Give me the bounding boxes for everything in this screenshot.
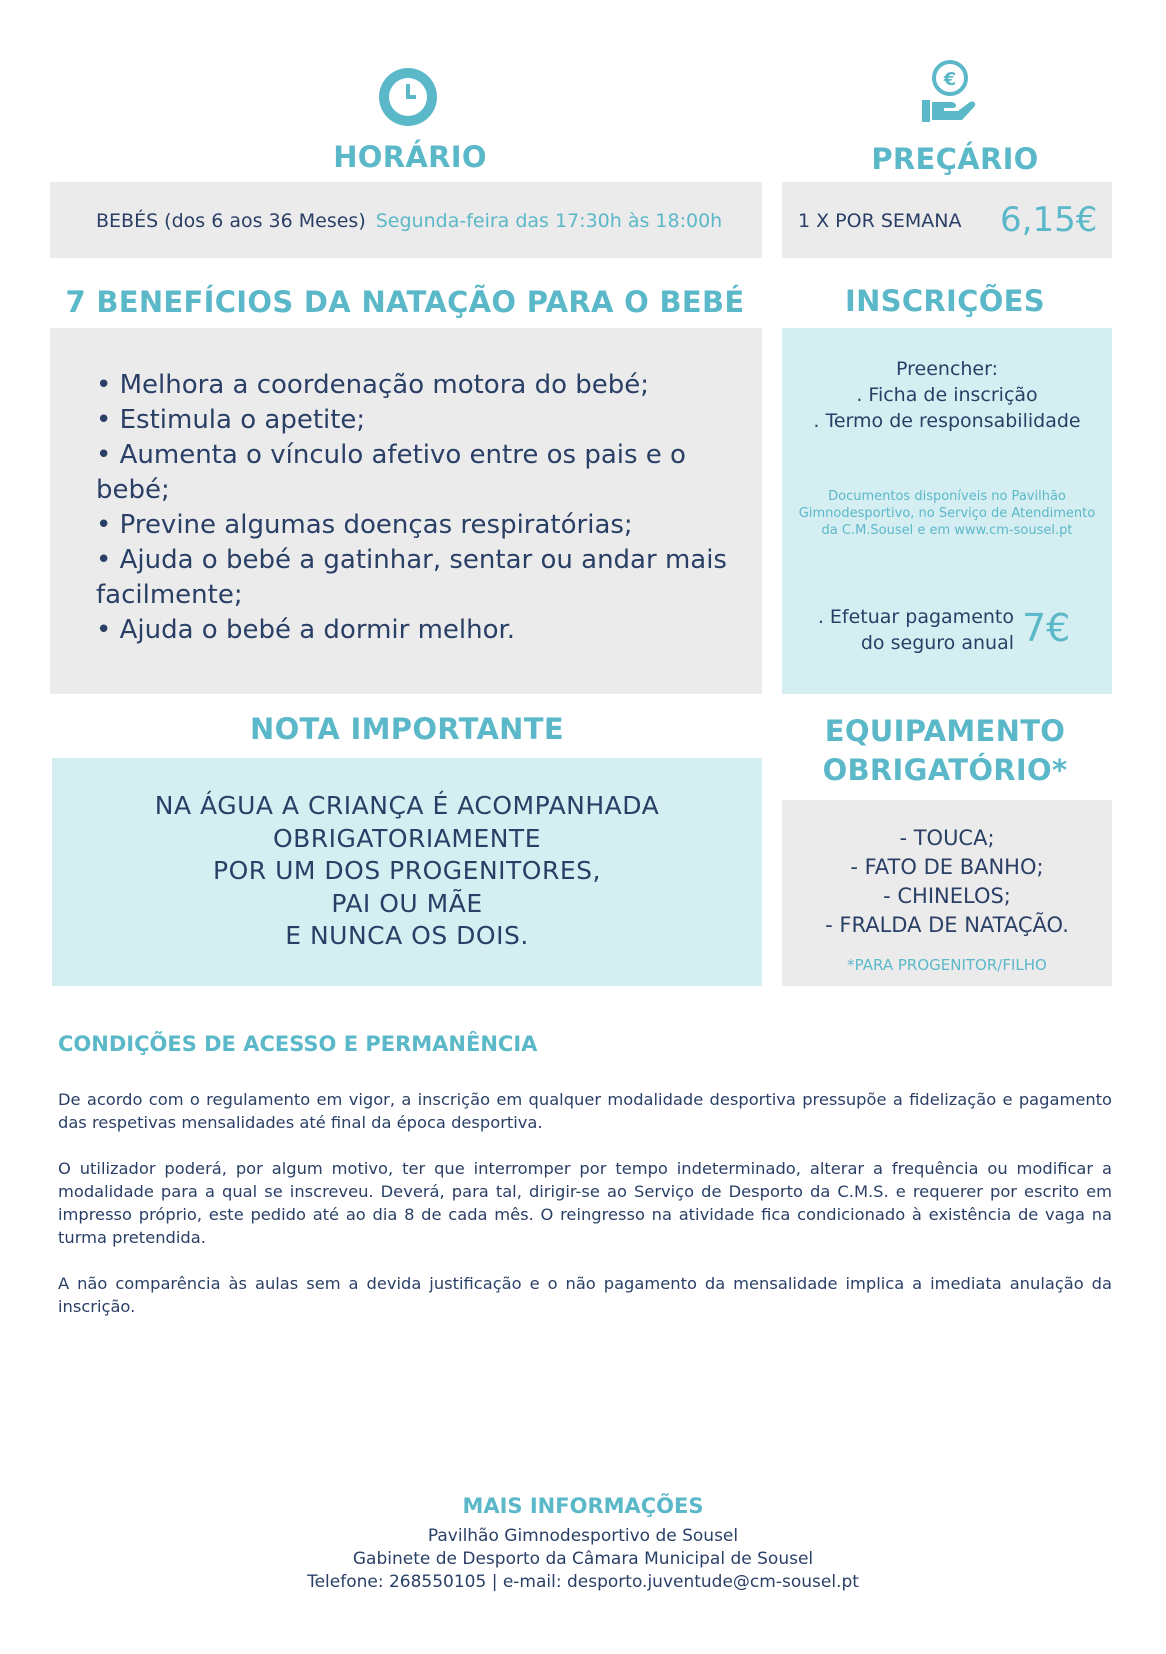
equipamento-note: *PARA PROGENITOR/FILHO (847, 956, 1047, 974)
horario-heading: HORÁRIO (333, 140, 487, 174)
list-item: - FATO DE BANHO; (850, 855, 1044, 879)
footer-contact (0, 1525, 1166, 1594)
precario-price: 6,15€ (1000, 200, 1098, 240)
footer-line: Telefone: 268550105 | e-mail: desporto.juventude@cm-sousel.pt (307, 1572, 859, 1592)
nota-line: OBRIGATORIAMENTE (272, 823, 542, 853)
payment-line-1: . Efetuar pagamento (817, 606, 1014, 628)
inscricoes-form-2: . Termo de responsabilidade (813, 410, 1081, 432)
inscricoes-docs-note: Documentos disponíveis no Pavilhão Gimnodesportivo, no Serviço de Atendimento da C.M.Sousel e em www.cm-sousel.pt (798, 489, 1096, 538)
list-item: - CHINELOS; (883, 884, 1011, 908)
inscricoes-payment-price: 7€ (1022, 606, 1071, 650)
nota-line: POR UM DOS PROGENITORES, (213, 856, 601, 885)
condicoes-paragraph: De acordo com o regulamento em vigor, a inscrição em qualquer modalidade desportiva pressupõe a fidelização e pagamento das respetivas mensalidades até final da época desportiva. (58, 1090, 1112, 1132)
condicoes-heading: CONDIÇÕES DE ACESSO E PERMANÊNCIA (58, 1032, 538, 1056)
nota-line: NA ÁGUA A CRIANÇA É ACOMPANHADA (154, 791, 660, 820)
list-item: - FRALDA DE NATAÇÃO. (825, 913, 1069, 937)
list-item: • Previne algumas doenças respiratórias; (96, 510, 633, 540)
list-item: - TOUCA; (899, 826, 995, 850)
nota-heading: NOTA IMPORTANTE (250, 712, 564, 746)
equipamento-title-line-1: EQUIPAMENTO (824, 714, 1066, 748)
list-item: • Aumenta o vínculo afetivo entre os pais e o bebé; (96, 440, 686, 505)
horario-group: BEBÉS (dos 6 aos 36 Meses) (96, 210, 366, 232)
inscricoes-steps (782, 356, 1112, 434)
condicoes-paragraph: A não comparência às aulas sem a devida justificação e o não pagamento da mensalidade implica a imediata anulação da inscrição. (58, 1274, 1112, 1316)
svg-text:€: € (943, 69, 957, 90)
nota-line: E NUNCA OS DOIS. (285, 921, 529, 950)
precario-heading: PREÇÁRIO (871, 142, 1039, 176)
equipamento-title-line-2: OBRIGATÓRIO* (822, 753, 1068, 787)
euro-hand-icon (920, 60, 978, 126)
nota-line: PAI OU MÃE (331, 888, 483, 918)
condicoes-body (58, 1088, 1112, 1341)
clock-icon (378, 67, 438, 127)
beneficios-heading: 7 BENEFÍCIOS DA NATAÇÃO PARA O BEBÉ (65, 285, 745, 319)
precario-frequency: 1 X POR SEMANA (798, 210, 962, 232)
equipamento-list (782, 824, 1112, 940)
nota-text (52, 790, 762, 953)
inscricoes-payment (790, 604, 1014, 656)
inscricoes-fill-label: Preencher: (896, 358, 998, 380)
inscricoes-heading: INSCRIÇÕES (845, 284, 1045, 318)
inscricoes-form-1: . Ficha de inscrição (856, 384, 1038, 406)
list-item: • Melhora a coordenação motora do bebé; (96, 370, 650, 400)
footer-line: Gabinete de Desporto da Câmara Municipal de Sousel (352, 1549, 814, 1569)
list-item: • Estimula o apetite; (96, 405, 366, 435)
horario-info (96, 210, 722, 232)
condicoes-paragraph: O utilizador poderá, por algum motivo, ter que interromper por tempo indeterminado, alterar a frequência ou modificar a modalidade para a qual se inscreveu. Deverá, para tal, dirigir-se ao Serviço de Desporto da C.M.S. e requerer por escrito em impresso próprio, este pedido até ao dia 8 de cada mês. O reingresso na atividade fica condicionado à existência de vaga na turma pretendida. (58, 1159, 1112, 1247)
list-item: • Ajuda o bebé a dormir melhor. (96, 615, 516, 645)
beneficios-list (96, 368, 736, 648)
horario-schedule: Segunda-feira das 17:30h às 18:00h (375, 210, 723, 232)
payment-line-2: do seguro anual (860, 632, 1014, 654)
footer-heading: MAIS INFORMAÇÕES (462, 1494, 704, 1518)
footer-line: Pavilhão Gimnodesportivo de Sousel (427, 1526, 739, 1546)
list-item: • Ajuda o bebé a gatinhar, sentar ou andar mais facilmente; (96, 545, 727, 610)
equipamento-heading (780, 712, 1110, 790)
